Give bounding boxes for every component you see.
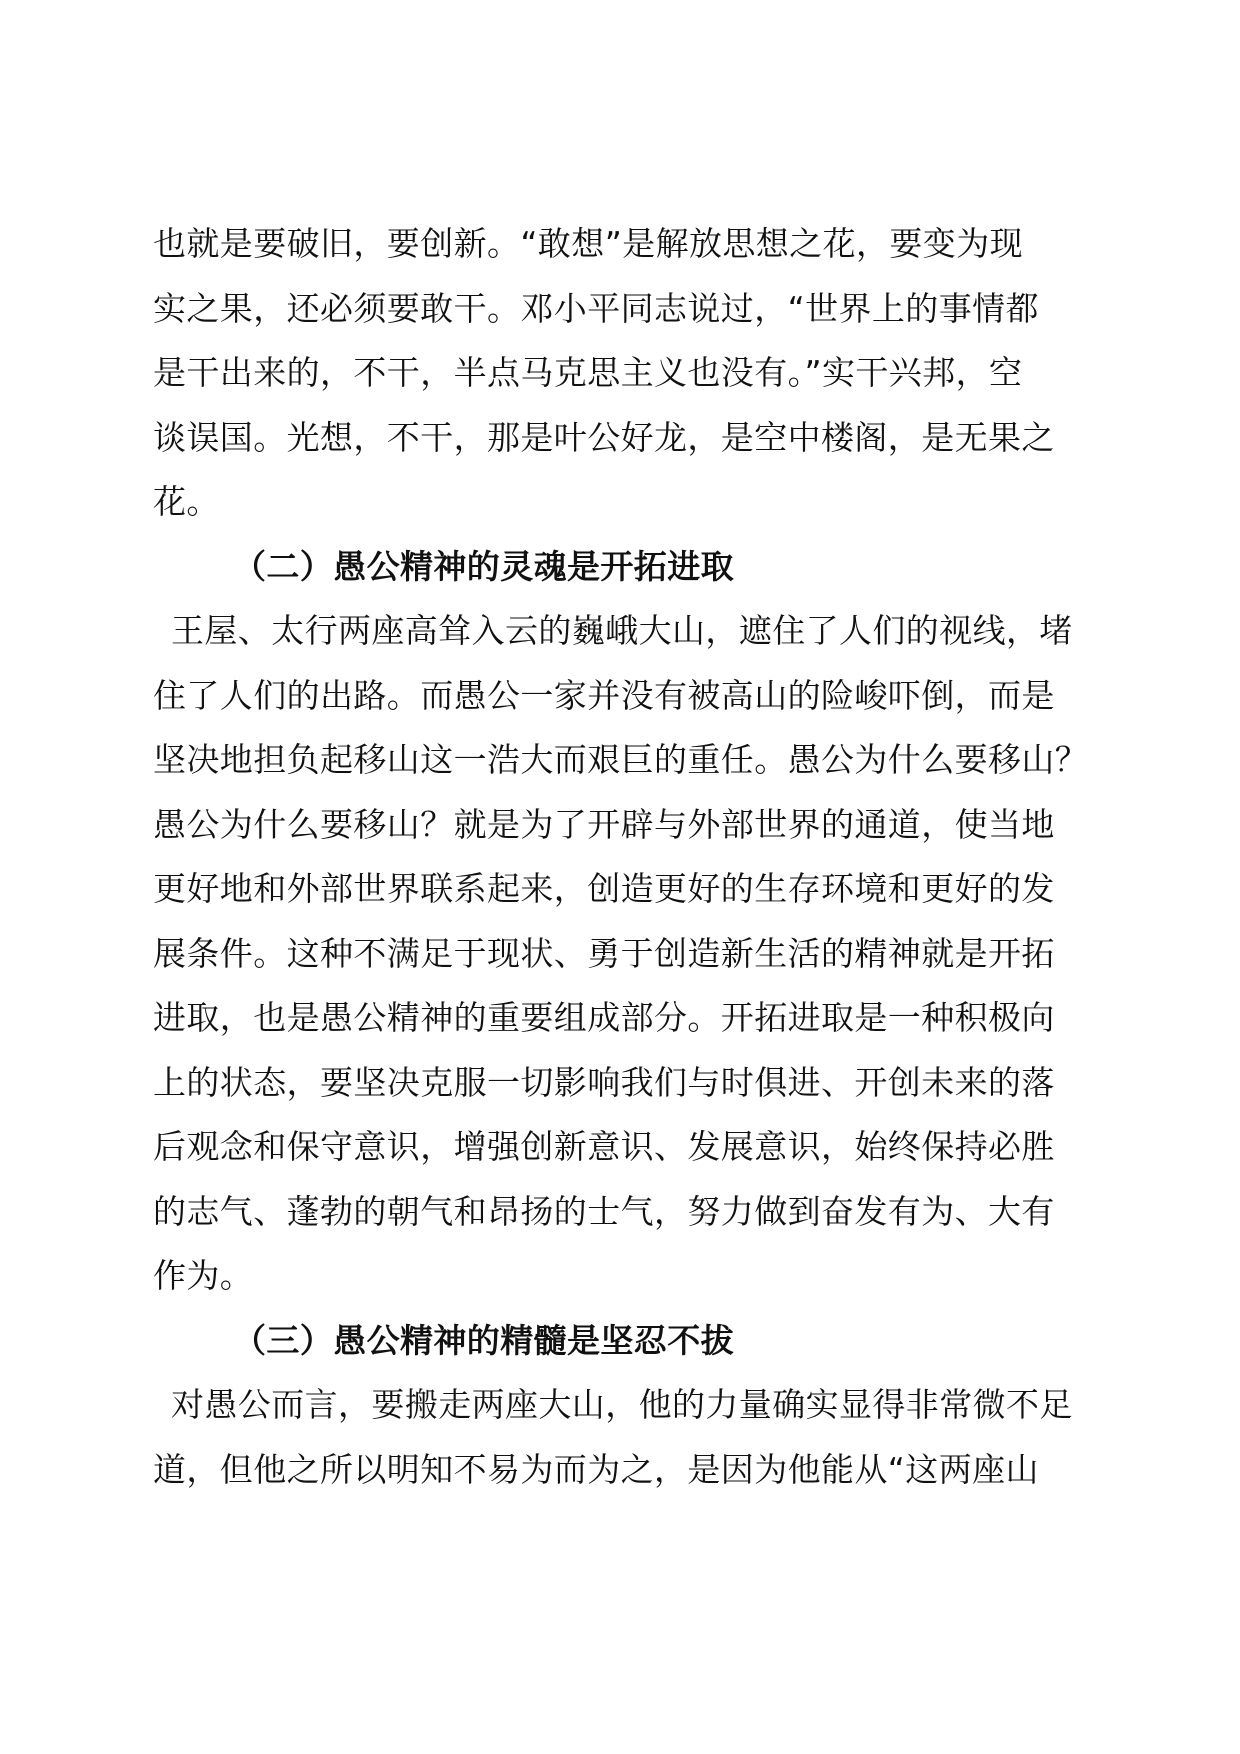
paragraph-line: 花。: [153, 482, 220, 521]
paragraph-1: [153, 212, 1093, 535]
section-heading-2: （二）愚公精神的灵魂是开拓进取: [233, 546, 734, 586]
paragraph-line: 进取，也是愚公精神的重要组成部分。开拓进取是一种积极向: [153, 998, 1055, 1037]
paragraph-line: 展条件。这种不满足于现状、勇于创造新生活的精神就是开拓: [153, 933, 1055, 973]
paragraph-line: 道，但他之所以明知不易为而为之，是因为他能从“这两座山: [153, 1449, 1039, 1489]
paragraph-line: 实之果，还必须要敢干。邓小平同志说过，“世界上的事情都: [153, 288, 1039, 328]
paragraph-line: 谈误国。光想，不干，那是叶公好龙，是空中楼阁，是无果之: [153, 417, 1055, 457]
paragraph-line: 的志气、蓬勃的朝气和昂扬的士气，努力做到奋发有为、大有: [153, 1191, 1055, 1231]
paragraph-line: 是干出来的，不干，半点马克思主义也没有。”实干兴邦，空: [153, 353, 1023, 392]
document-body: [153, 212, 1093, 1502]
paragraph-line: 对愚公而言，要搬走两座大山，他的力量确实显得非常微不足: [171, 1385, 1073, 1424]
paragraph-line: 后观念和保守意识，增强创新意识、发展意识，始终保持必胜: [153, 1127, 1055, 1166]
section-heading-3: （三）愚公精神的精髓是坚忍不拔: [233, 1320, 734, 1360]
paragraph-3: [153, 1373, 1093, 1502]
paragraph-2: [153, 599, 1093, 1309]
paragraph-line: 上的状态，要坚决克服一切影响我们与时俱进、开创未来的落: [153, 1062, 1055, 1102]
paragraph-line: 更好地和外部世界联系起来，创造更好的生存环境和更好的发: [153, 869, 1055, 908]
paragraph-line: 王屋、太行两座高耸入云的巍峨大山，遮住了人们的视线，堵: [171, 611, 1073, 650]
paragraph-line: 愚公为什么要移山？就是为了开辟与外部世界的通道，使当地: [153, 804, 1055, 844]
paragraph-line: 住了人们的出路。而愚公一家并没有被高山的险峻吓倒，而是: [153, 675, 1055, 715]
paragraph-line: 也就是要破旧，要创新。“敢想”是解放思想之花，要变为现: [153, 224, 1023, 263]
paragraph-line: 坚决地担负起移山这一浩大而艰巨的重任。愚公为什么要移山？: [153, 740, 1089, 779]
paragraph-line: 作为。: [153, 1256, 254, 1295]
